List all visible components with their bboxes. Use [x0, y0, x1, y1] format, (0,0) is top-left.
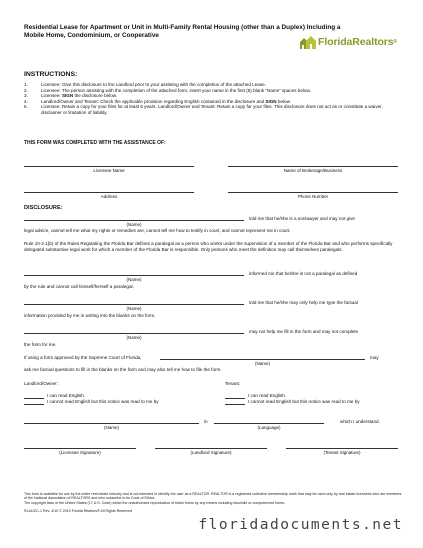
- landlord-cannot-read-text: I cannot read English but this notice was read to me by: [47, 399, 159, 404]
- disclosure-line4-cont: the form for me.: [24, 342, 57, 347]
- landlord-can-read-check[interactable]: [24, 398, 44, 399]
- name-caption: (Name): [126, 335, 142, 340]
- licensee-name-caption: Licensee Name: [93, 168, 125, 173]
- tenant-can-read-text: I can read English.: [248, 393, 287, 398]
- instruction-item: 2. Licensee: The person assisting with the completion of the attached form, insert your name in the first (5) blank “Name” spaces below.: [24, 87, 311, 93]
- instructions-list: [24, 82, 404, 116]
- landlord-signature-caption: (Landlord Signature): [190, 450, 232, 455]
- name-line-3[interactable]: [24, 304, 244, 305]
- tenant-cannot-read-text: I cannot read English but this notice was read to me by: [248, 399, 360, 404]
- licensee-signature-line[interactable]: [24, 448, 136, 449]
- address-caption: Address: [100, 194, 118, 199]
- disclosure-line5-text: If using a form approved by the Supreme Court of Florida,: [24, 355, 142, 360]
- tenant-cannot-read-check[interactable]: [225, 404, 245, 405]
- name-caption: (Name): [103, 425, 119, 430]
- reader-name-line[interactable]: [24, 423, 199, 424]
- disclosure-line3-cont: information provided by me in writing into the blanks on the form.: [24, 313, 156, 318]
- landlord-can-read-text: I can read English.: [47, 393, 86, 398]
- name-caption: (Name): [254, 361, 270, 366]
- disclosure-line5-cont: ask me factual questions to fill in the blanks on the form and may also tell me how to file the form.: [24, 367, 222, 372]
- in-text: in: [204, 419, 208, 424]
- name-line-1[interactable]: [24, 220, 244, 221]
- logo-text: FloridaRealtors®: [318, 36, 398, 48]
- instruction-item: 4. Landlord/Owner and Tenant: Check the applicable provision regarding English contained in the disclosure and SIGN below.: [24, 98, 291, 104]
- houses-logo-icon: [300, 35, 316, 49]
- instruction-item: 1. Licensee: Give this disclosure to the Landlord prior to your assisting with the completion of the attached Lease.: [24, 82, 266, 87]
- name-line-2[interactable]: [24, 275, 244, 276]
- brokerage-caption: Name of Brokerage/Business: [283, 168, 343, 173]
- instruction-item: 3. Licensee: SIGN the disclosure below.: [24, 93, 118, 99]
- name-line-4[interactable]: [24, 333, 244, 334]
- disclosure-heading: DISCLOSURE:: [24, 205, 63, 211]
- name-caption: (Name): [126, 306, 142, 311]
- disclosure-line1-cont: legal advice, cannot tell me what my rights or remedies are, cannot tell me how to testify in court, and cannot represent me in court.: [24, 228, 291, 233]
- licensee-signature-caption: (Licensee Signature): [59, 450, 101, 455]
- language-caption: (Language): [257, 425, 281, 430]
- phone-caption: Phone Number: [297, 194, 329, 199]
- disclosure-line1-text: told me that he/she is a nonlawyer and may not give: [249, 216, 355, 221]
- landlord-signature-line[interactable]: [155, 448, 267, 449]
- footer-disclaimer: This form is available for use by the entire real estate industry and is not intended to identify the user as a REALTOR. REALTOR is a registered collective membership mark that may be used only by real estate licensees who are members of the National Association of REALTORS and who subscribe to its Code of Ethics.: [24, 492, 402, 501]
- licensee-name-line[interactable]: [24, 166, 194, 167]
- rule-paragraph: Rule 10-2.1(b) of the Rules Regulating the Florida Bar defines a paralegal as a person who works under the supervision of a member of the Florida Bar and who performs specifically delegated substantive legal work for which a member of the Florida Bar is responsible. Only persons who meet the definition may call themselves paralegals.: [24, 241, 393, 252]
- disclosure-line2-cont: by the rule and cannot call himself/herself a paralegal.: [24, 284, 134, 289]
- instruction-item: 5. Licensee: Retain a copy for your files for at least 6 years. Landlord/Owner and Tenant: Retain a copy for your files. This disclosure does not act as or constitute a waiver, disclaimer or limitation of liability.: [24, 104, 383, 115]
- tenant-signature-caption: (Tenant Signature): [323, 450, 361, 455]
- disclosure-line3-text: told me that he/she may only help me type the factual: [249, 300, 358, 305]
- brokerage-line[interactable]: [228, 166, 398, 167]
- language-line[interactable]: [214, 423, 324, 424]
- tenant-heading: Tenant:: [225, 381, 241, 386]
- landlord-cannot-read-check[interactable]: [24, 404, 44, 405]
- watermark: floridadocuments.net: [198, 517, 403, 533]
- footer-copyright-law: The copyright laws of the United States (17 U.S. Code) forbid the unauthorized reproduction of blank forms by any means including facsimile or computerized forms.: [24, 501, 286, 505]
- footer-form-id: RLAUCC-1 Rev. 4/10 © 2010 Florida Realtors® All Rights Reserved: [24, 509, 133, 513]
- instructions-heading: INSTRUCTIONS:: [24, 71, 78, 78]
- disclosure-line4-text: may not help me fill in the form and may not complete: [249, 329, 359, 334]
- tenant-can-read-check[interactable]: [225, 398, 245, 399]
- understand-text: which I understand.: [340, 419, 380, 424]
- disclosure-line2-text: informed me that he/she is not a paralegal as defined: [249, 271, 358, 276]
- name-line-5[interactable]: [160, 359, 365, 360]
- form-title: Residential Lease for Apartment or Unit in Multi-Family Rental Housing (other than a Duplex) Including a Mobile Home, Condominium, or Cooperative: [24, 24, 341, 39]
- address-line[interactable]: [24, 192, 194, 193]
- landlord-heading: Landlord/Owner:: [24, 381, 58, 386]
- tenant-signature-line[interactable]: [286, 448, 398, 449]
- name-caption: (Name): [126, 222, 142, 227]
- phone-line[interactable]: [228, 192, 398, 193]
- disclosure-line5-may: may: [370, 355, 379, 360]
- name-caption: (Name): [126, 277, 142, 282]
- florida-realtors-logo: [300, 34, 400, 52]
- completed-with-heading: THIS FORM WAS COMPLETED WITH THE ASSISTANCE OF:: [24, 140, 166, 146]
